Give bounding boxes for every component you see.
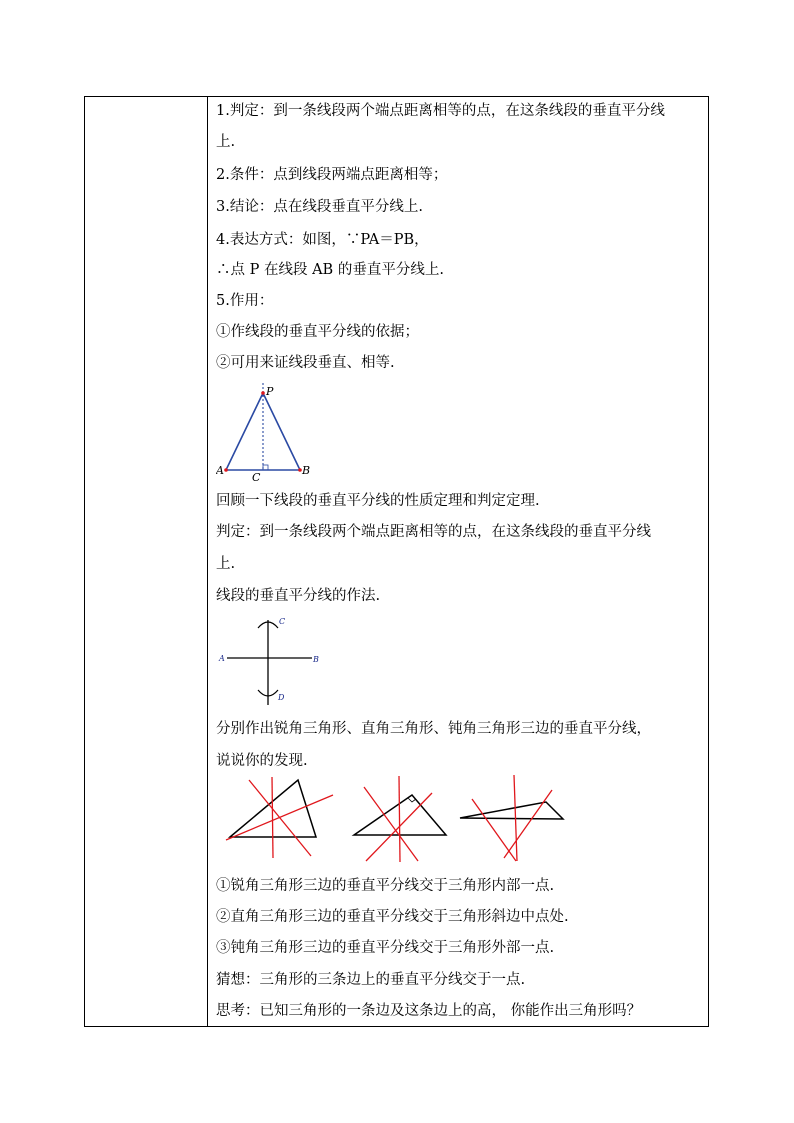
label-a: A [216,464,224,477]
text-line-20: 思考：已知三角形的一条边及这条边上的高， 你能作出三角形吗？ [216,1003,642,1019]
text-line-3: 2.条件：点到线段两端点距离相等； [216,167,448,183]
text-line-17: ②直角三角形三边的垂直平分线交于三角形斜边中点处. [216,909,569,925]
text-line-14: 分别作出锐角三角形、直角三角形、钝角三角形三边的垂直平分线， [216,721,651,737]
text-line-5: 4.表达方式：如图，∵PA＝PB， [216,232,429,248]
column-divider [207,97,208,1026]
label-b: B [313,655,319,664]
label-c: C [252,471,261,483]
right-triangle [354,776,446,862]
triangles-bisectors-figure [216,775,576,865]
triangle-pab-figure [216,383,326,483]
text-line-11: 判定：到一条线段两个端点距离相等的点，在这条线段的垂直平分线 [216,524,651,540]
text-line-4: 3.结论：点在线段垂直平分线上. [216,199,423,215]
text-line-7: 5.作用： [216,293,274,309]
content-table [84,96,709,1027]
text-line-8: ①作线段的垂直平分线的依据； [216,324,419,340]
text-line-6: ∴点 P 在线段 AB 的垂直平分线上. [216,262,444,278]
label-c: C [279,617,286,626]
obtuse-triangle [460,775,563,861]
acute-triangle [226,777,333,858]
text-line-12: 上. [216,556,236,572]
text-line-18: ③钝角三角形三边的垂直平分线交于三角形外部一点. [216,940,555,956]
label-a: A [219,654,225,663]
text-line-15: 说说你的发现. [216,753,308,769]
text-line-13: 线段的垂直平分线的作法. [216,588,381,604]
text-line-9: ②可用来证线段垂直、相等. [216,355,395,371]
text-line-2: 上. [216,134,236,150]
label-p: P [266,385,274,398]
text-line-10: 回顾一下线段的垂直平分线的性质定理和判定定理. [216,493,540,509]
text-line-16: ①锐角三角形三边的垂直平分线交于三角形内部一点. [216,878,555,894]
label-d: D [278,693,285,702]
label-b: B [302,464,311,477]
text-line-1: 1.判定：到一条线段两个端点距离相等的点，在这条线段的垂直平分线 [216,103,665,119]
bisector-construction-figure [216,612,326,712]
text-line-19: 猜想：三角形的三条边上的垂直平分线交于一点. [216,972,526,988]
